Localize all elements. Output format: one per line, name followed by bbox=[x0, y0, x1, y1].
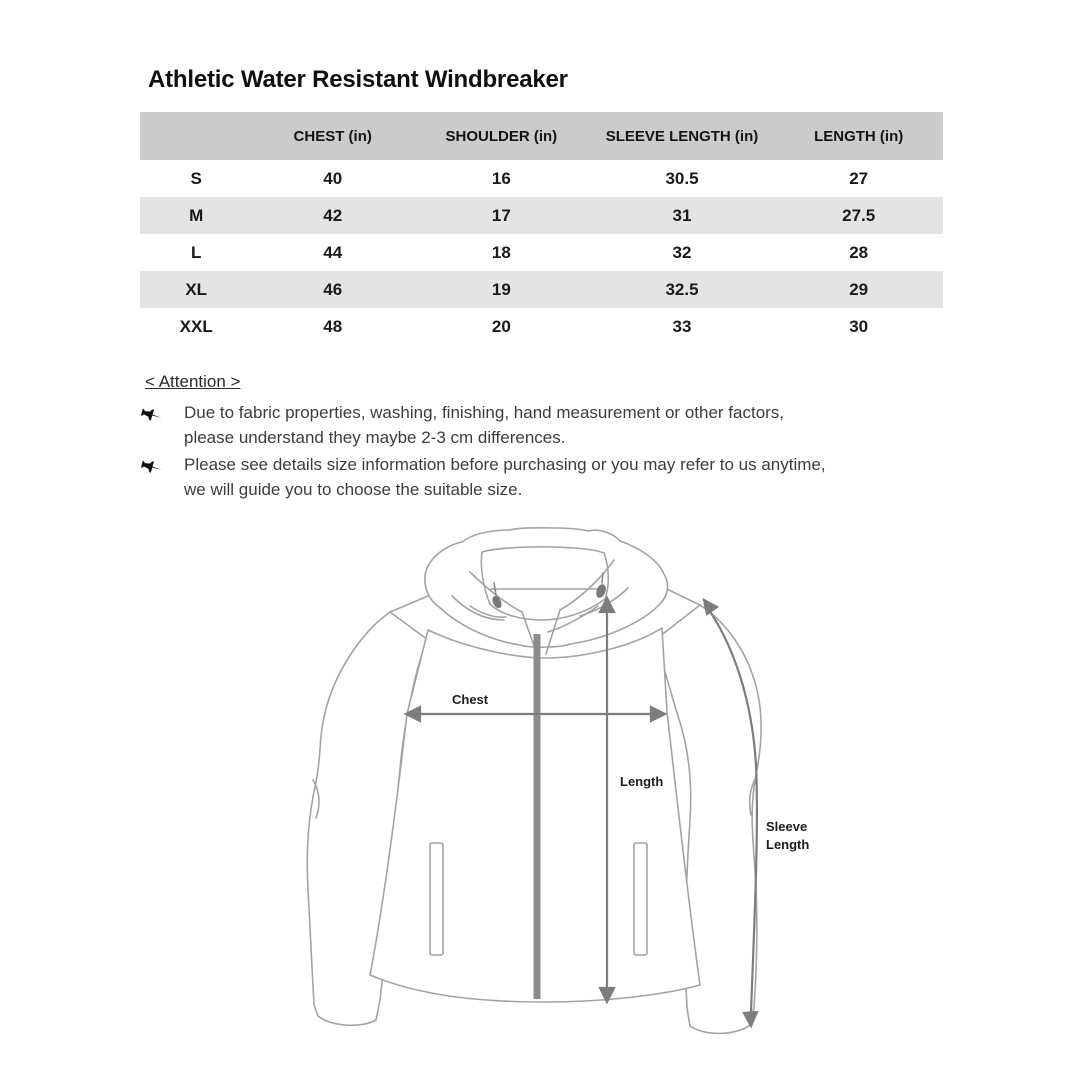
note-line: Please see details size information before purchasing or you may refer to us anytime, bbox=[184, 455, 826, 474]
hood-opening bbox=[481, 547, 608, 620]
length-value: 28 bbox=[849, 243, 869, 262]
page-title: Athletic Water Resistant Windbreaker bbox=[148, 66, 568, 93]
jacket-right-pocket bbox=[634, 843, 647, 955]
pushpin-icon bbox=[140, 400, 167, 432]
table-row bbox=[140, 234, 943, 271]
size-label: L bbox=[191, 243, 202, 262]
size-table bbox=[140, 112, 943, 345]
note-line: Due to fabric properties, washing, finishing, hand measurement or other factors, bbox=[184, 403, 785, 422]
chest-label: Chest bbox=[452, 692, 489, 707]
jacket-left-pocket bbox=[430, 843, 443, 955]
chest-value: 48 bbox=[323, 317, 343, 336]
size-label: S bbox=[190, 169, 202, 188]
size-label: XL bbox=[185, 280, 208, 299]
column-header-shoulder: SHOULDER (in) bbox=[445, 127, 558, 145]
length-label: Length bbox=[620, 774, 664, 789]
attention-section bbox=[140, 372, 920, 504]
jacket-measurement-diagram bbox=[285, 515, 860, 1075]
size-label: XXL bbox=[179, 317, 213, 336]
jacket-illustration bbox=[285, 515, 860, 1075]
table-row bbox=[140, 197, 943, 234]
note-line: we will guide you to choose the suitable size. bbox=[184, 480, 523, 499]
shoulder-value: 16 bbox=[491, 169, 511, 188]
table-row bbox=[140, 160, 943, 197]
table-row bbox=[140, 271, 943, 308]
sleeve-length-value: 32.5 bbox=[665, 280, 699, 299]
note-line: please understand they maybe 2-3 cm differences. bbox=[184, 428, 566, 447]
size-label: M bbox=[189, 206, 204, 225]
sleeve-length-label-line1: Sleeve bbox=[766, 819, 808, 834]
attention-note-text bbox=[184, 400, 784, 450]
length-value: 30 bbox=[849, 317, 869, 336]
chest-value: 44 bbox=[323, 243, 343, 262]
column-header-length: LENGTH (in) bbox=[814, 127, 904, 145]
column-header-sleeve-length: SLEEVE LENGTH (in) bbox=[605, 127, 759, 145]
chest-value: 42 bbox=[323, 206, 343, 225]
chest-value: 40 bbox=[323, 169, 343, 188]
sleeve-length-value: 32 bbox=[672, 243, 692, 262]
length-value: 27 bbox=[849, 169, 869, 188]
chest-value: 46 bbox=[323, 280, 343, 299]
sleeve-length-value: 30.5 bbox=[665, 169, 699, 188]
attention-note bbox=[140, 400, 920, 450]
shoulder-value: 17 bbox=[491, 206, 511, 225]
length-value: 27.5 bbox=[842, 206, 876, 225]
sleeve-length-label-line2: Length bbox=[766, 837, 810, 852]
length-value: 29 bbox=[849, 280, 869, 299]
attention-note bbox=[140, 452, 920, 502]
table-row bbox=[140, 308, 943, 345]
column-header-chest: CHEST (in) bbox=[293, 127, 372, 145]
sleeve-length-value: 33 bbox=[672, 317, 692, 336]
attention-note-text bbox=[184, 452, 826, 502]
pushpin-icon bbox=[140, 452, 167, 484]
shoulder-value: 19 bbox=[491, 280, 511, 299]
attention-heading: < Attention > bbox=[145, 372, 241, 391]
size-table-header-row bbox=[140, 112, 943, 160]
shoulder-value: 20 bbox=[491, 317, 511, 336]
shoulder-value: 18 bbox=[491, 243, 511, 262]
sleeve-length-value: 31 bbox=[672, 206, 692, 225]
